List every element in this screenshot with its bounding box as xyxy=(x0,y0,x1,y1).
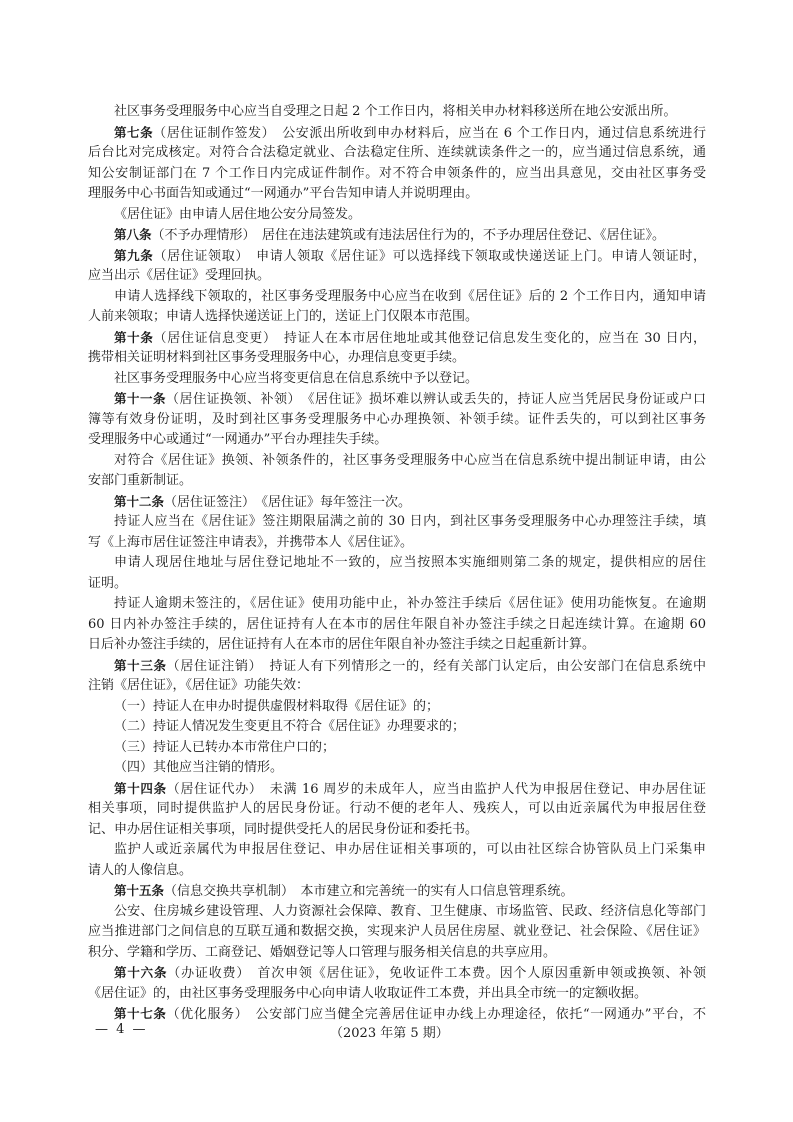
line-text: （居住证代办） 未满 16 周岁的未成年人，应当由监护人代为申报居住登记、申办居住证 xyxy=(166,781,706,797)
text-line xyxy=(88,287,706,308)
line-text: 相关事项，同时提供监护人的居民身份证。行动不便的老年人、残疾人，可以由近亲属代为申报居住登 xyxy=(88,801,706,816)
line-text: 对符合《居住证》换领、补领条件的，社区事务受理服务中心应当在信息系统中提出制证申请，由公 xyxy=(114,452,706,468)
article-number: 第九条 xyxy=(114,247,154,263)
issue-label: （2023 年第 5 期） xyxy=(330,1026,449,1041)
text-line xyxy=(88,451,706,472)
line-text: 持证人应当在《居住证》签注期限届满之前的 30 日内，到社区事务受理服务中心办理签注手续，填 xyxy=(114,514,706,529)
text-line xyxy=(88,861,706,882)
line-text: 60 日内补办签注手续的，居住证持有人在本市的居住年限自补办签注手续之日起连续计算。在逾期 60 xyxy=(88,616,706,632)
article-number: 第八条 xyxy=(114,227,152,242)
text-line xyxy=(88,922,706,943)
line-text: 社区事务受理服务中心应当自受理之日起 2 个工作日内，将相关申办材料移送所在地公安派出所。 xyxy=(114,104,677,119)
article-heading-line xyxy=(88,246,706,267)
line-text: （居住证领取） 申请人领取《居住证》可以选择线下领取或快递送证上门。申请人领证时， xyxy=(153,248,706,264)
text-line xyxy=(88,799,706,820)
line-text: 应当出示《居住证》受理回执。 xyxy=(88,268,271,283)
line-text: 记、申办居住证相关事项，同时提供受托人的居民身份证和委托书。 xyxy=(88,821,479,837)
text-line xyxy=(88,697,706,718)
line-text: 理服务中心书面告知或通过“一网通办”平台告知申请人并说明理由。 xyxy=(88,186,479,201)
line-text: 《居住证》由申请人居住地公安分局签发。 xyxy=(114,206,362,222)
text-line xyxy=(88,615,706,636)
text-line xyxy=(88,533,706,554)
line-text: （居住证签注） 《居住证》每年签注一次。 xyxy=(164,494,412,510)
line-text: 申请人现居住地址与居住登记地址不一致的，应当按照本实施细则第二条的规定，提供相应的居住 xyxy=(114,555,706,570)
line-text: 簿等有效身份证明，及时到社区事务受理服务中心办理换领、补领手续。证件丢失的，可以到社区事务 xyxy=(88,411,706,427)
line-text: 注销《居住证》，《居住证》功能失效： xyxy=(88,678,310,693)
line-text: （二）持证人情况发生变更且不符合《居住证》办理要求的； xyxy=(114,719,466,734)
text-line xyxy=(88,410,706,431)
text-line xyxy=(88,184,706,205)
text-line xyxy=(88,369,706,390)
article-heading-line xyxy=(88,328,706,349)
article-heading-line xyxy=(88,881,706,902)
text-line xyxy=(88,307,706,328)
line-text: 监护人或近亲属代为申报居住登记、申办居住证相关事项的，可以由社区综合协管队员上门采集申 xyxy=(114,842,706,857)
line-text: 知公安制证部门在 7 个工作日内完成证件制作。对不符合申领条件的，应当出具意见，交由社区事务受 xyxy=(88,165,706,181)
text-line xyxy=(88,594,706,615)
line-text: 携带相关证明材料到社区事务受理服务中心，办理信息变更手续。 xyxy=(88,350,466,365)
article-number: 第十六条 xyxy=(114,965,168,980)
text-line xyxy=(88,553,706,574)
text-line xyxy=(88,840,706,861)
article-number: 第十七条 xyxy=(114,1006,167,1021)
text-line xyxy=(88,820,706,841)
text-line xyxy=(88,635,706,656)
text-line xyxy=(88,984,706,1005)
article-number: 第十条 xyxy=(114,329,154,345)
line-text: 请人的人像信息。 xyxy=(88,862,193,878)
text-line xyxy=(88,943,706,964)
line-text: （办证收费） 首次申领《居住证》，免收证件工本费。因个人原因重新申领或换领、补领 xyxy=(167,966,706,981)
text-line xyxy=(88,512,706,533)
article-number: 第十一条 xyxy=(114,391,166,406)
text-line xyxy=(88,430,706,451)
text-line xyxy=(88,102,706,123)
text-line xyxy=(88,676,706,697)
line-text: 《居住证》的，由社区事务受理服务中心向申请人收取证件工本费，并出具全市统一的定额收据。 xyxy=(88,985,648,1001)
line-text: 积分、学籍和学历、工商登记、婚姻登记等人口管理与服务相关信息的共享应用。 xyxy=(88,944,557,960)
line-text: 写《上海市居住证签注申请表》，并携带本人《居住证》。 xyxy=(88,534,414,550)
line-text: 人前来领取；申请人选择快递送证上门的，送证上门仅限本市范围。 xyxy=(88,309,479,324)
article-heading-line xyxy=(88,656,706,677)
line-text: （信息交换共享机制） 本市建立和完善统一的实有人口信息管理系统。 xyxy=(164,884,574,899)
text-line xyxy=(88,471,706,492)
text-line xyxy=(88,143,706,164)
line-text: 申请人选择线下领取的，社区事务受理服务中心应当在收到《居住证》后的 2 个工作日内，通知申请 xyxy=(114,288,706,304)
line-text: 应当推进部门之间信息的互联互通和数据交换，实现来沪人员居住房屋、就业登记、社会保险、《居住证》 xyxy=(88,924,706,939)
line-text: （一）持证人在申办时提供虚假材料取得《居住证》的； xyxy=(114,698,440,714)
article-number: 第十三条 xyxy=(114,657,167,673)
text-line xyxy=(88,758,706,779)
line-text: 社区事务受理服务中心应当将变更信息在信息系统中予以登记。 xyxy=(114,370,479,386)
article-heading-line xyxy=(88,492,706,513)
article-number: 第十五条 xyxy=(114,883,165,898)
line-text: （不予办理情形） 居住在违法建筑或有违法居住行为的，不予办理居住登记、《居住证》。 xyxy=(151,228,666,243)
text-line xyxy=(88,574,706,595)
text-line xyxy=(88,717,706,738)
line-text: （四）其他应当注销的情形。 xyxy=(114,760,284,775)
line-text: （优化服务） 公安部门应当健全完善居住证申办线上办理途径，依托“一网通办”平台，不 xyxy=(166,1007,706,1022)
line-text: 证明。 xyxy=(88,575,128,591)
line-text: （居住证制作签发） 公安派出所收到申办材料后，应当在 6 个工作日内，通过信息系统进行 xyxy=(153,125,706,141)
text-line xyxy=(88,205,706,226)
line-text: 受理服务中心或通过“一网通办”平台办理挂失手续。 xyxy=(88,432,388,447)
article-number: 第十二条 xyxy=(114,493,165,509)
article-number: 第十四条 xyxy=(114,780,167,796)
article-heading-line xyxy=(88,123,706,144)
article-heading-line xyxy=(88,389,706,410)
line-text: （居住证信息变更） 持证人在本市居住地址或其他登记信息发生变化的，应当在 30 日内， xyxy=(153,330,706,346)
article-heading-line xyxy=(88,225,706,246)
line-text: 日后补办签注手续的，居住证持有人在本市的居住年限自补办签注手续之日起重新计算。 xyxy=(88,637,596,652)
article-heading-line xyxy=(88,963,706,984)
line-text: （居住证换领、补领） 《居住证》损坏难以辨认或丢失的，持证人应当凭居民身份证或户口 xyxy=(166,392,706,407)
line-text: 安部门重新制证。 xyxy=(88,473,193,488)
text-line xyxy=(88,348,706,369)
line-text: 公安、住房城乡建设管理、人力资源社会保障、教育、卫生健康、市场监管、民政、经济信息化等部门 xyxy=(114,903,706,919)
article-heading-line xyxy=(88,779,706,800)
line-text: （三）持证人已转办本市常住户口的； xyxy=(114,739,336,755)
line-text: 持证人逾期未签注的，《居住证》使用功能中止，补办签注手续后《居住证》使用功能恢复。在逾期 xyxy=(114,596,706,611)
article-number: 第七条 xyxy=(114,124,154,140)
text-line xyxy=(88,164,706,185)
page-number: — 4 — xyxy=(95,1022,148,1037)
text-line xyxy=(88,902,706,923)
line-text: 后台比对完成核定。对符合合法稳定就业、合法稳定住所、连续就读条件之一的，应当通过信息系统，通 xyxy=(88,145,706,160)
text-line xyxy=(88,738,706,759)
text-line xyxy=(88,266,706,287)
line-text: （居住证注销） 持证人有下列情形之一的，经有关部门认定后，由公安部门在信息系统中 xyxy=(166,658,706,674)
document-body xyxy=(88,102,706,1025)
